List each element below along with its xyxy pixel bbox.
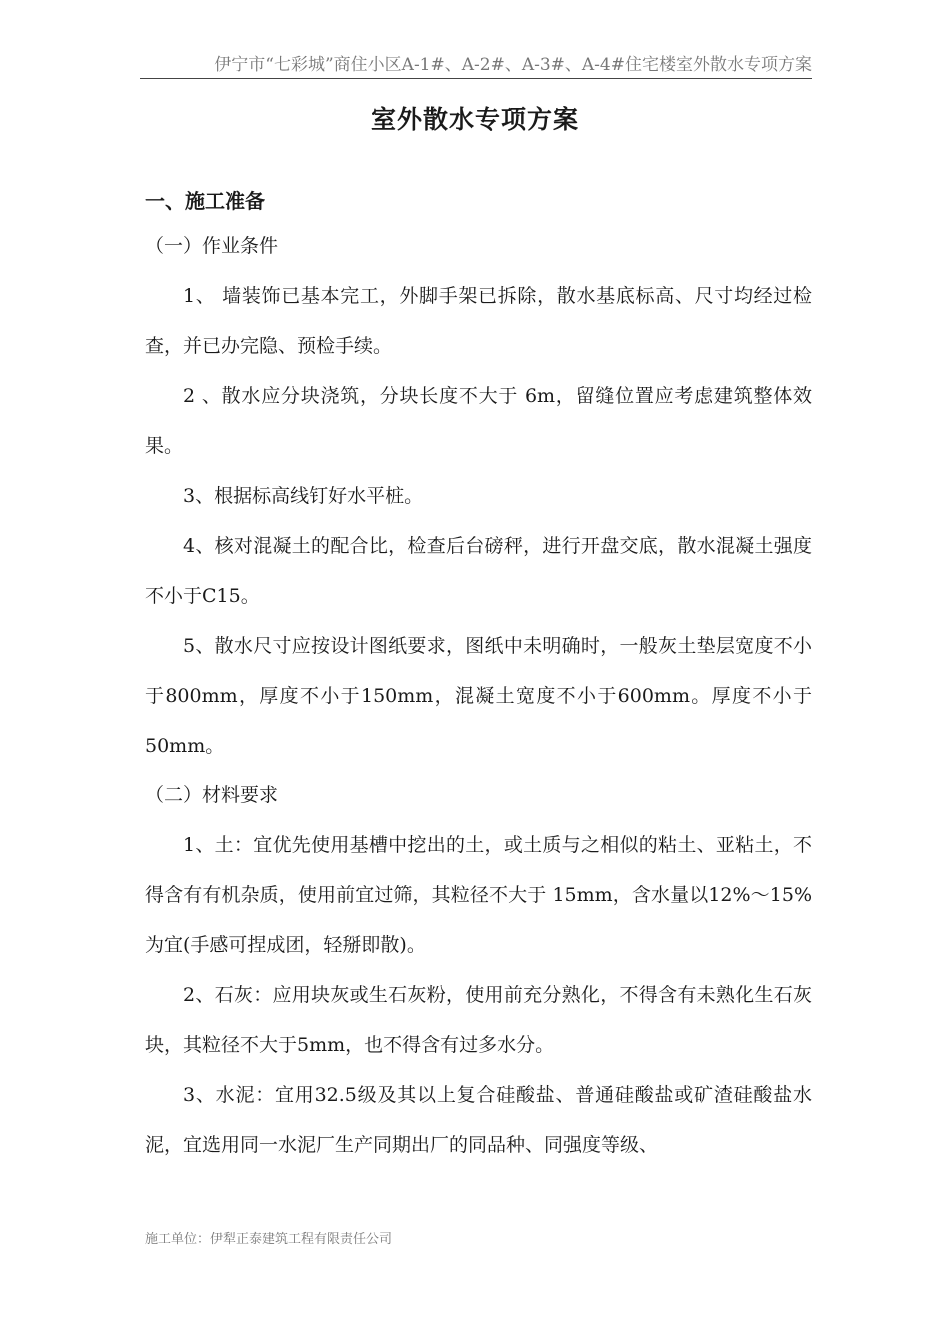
page-header: 伊宁市“七彩城”商住小区A-1#、A-2#、A-3#、A-4#住宅楼室外散水专项方案 — [214, 55, 812, 75]
header-divider — [140, 78, 812, 79]
subsection-heading-work-conditions: （一）作业条件 — [145, 235, 279, 257]
work-condition-item-2: 2 、散水应分块浇筑，分块长度不大于 6m，留缝位置应考虑建筑整体效果。 — [145, 385, 812, 457]
document-title: 室外散水专项方案 — [370, 105, 579, 134]
material-item-lime: 2、石灰：应用块灰或生石灰粉，使用前充分熟化，不得含有未熟化生石灰块，其粒径不大于5mm，也不得含有过多水分。 — [145, 984, 812, 1056]
work-condition-item-1: 1、 墙装饰已基本完工，外脚手架已拆除，散水基底标高、尺寸均经过检查，并已办完隐、预检手续。 — [145, 285, 812, 357]
section-heading-preparation: 一、施工准备 — [145, 189, 265, 213]
work-condition-item-5: 5、散水尺寸应按设计图纸要求，图纸中未明确时，一般灰土垫层宽度不小于800mm，厚度不小于150mm，混凝土宽度不小于600mm。厚度不小于50mm。 — [145, 635, 812, 757]
material-item-cement: 3、水泥：宜用32.5级及其以上复合硅酸盐、普通硅酸盐或矿渣硅酸盐水泥，宜选用同一水泥厂生产同期出厂的同品种、同强度等级、 — [145, 1084, 812, 1156]
subsection-heading-material-requirements: （二）材料要求 — [145, 784, 279, 806]
work-condition-item-4: 4、核对混凝土的配合比，检查后台磅秤，进行开盘交底，散水混凝土强度不小于C15。 — [145, 535, 812, 607]
work-condition-item-3: 3、根据标高线钉好水平桩。 — [183, 485, 424, 507]
material-item-soil: 1、土：宜优先使用基槽中挖出的土，或土质与之相似的粘土、亚粘土，不得含有有机杂质，使用前宜过筛，其粒径不大于 15mm，含水量以12%～15%为宜(手感可捏成团，轻掰即散)。 — [145, 834, 812, 956]
document-body — [145, 180, 812, 1170]
page-footer: 施工单位：伊犁正泰建筑工程有限责任公司 — [145, 1232, 393, 1247]
